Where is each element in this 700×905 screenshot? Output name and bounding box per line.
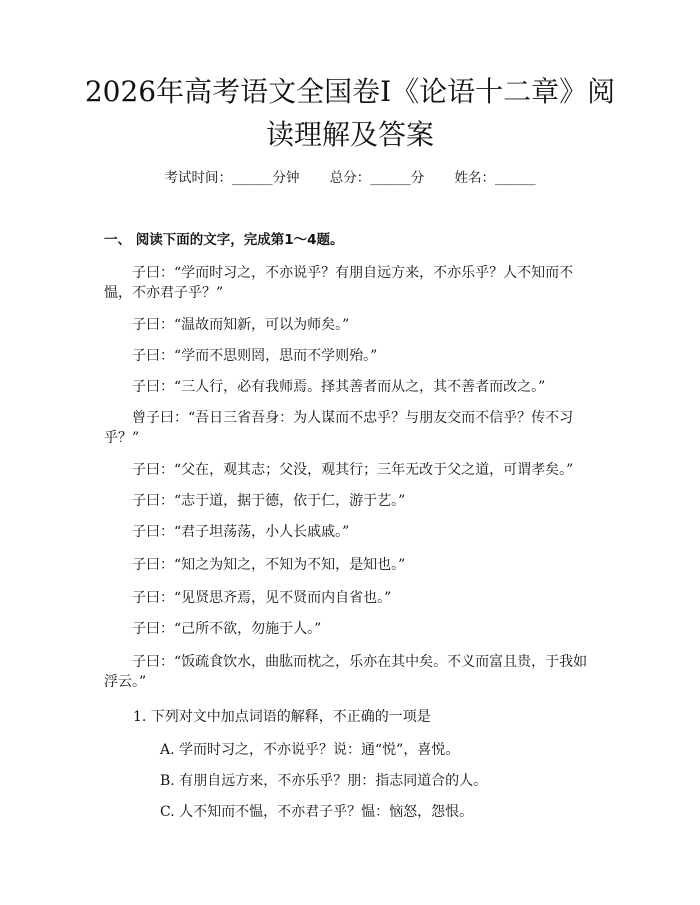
document-title-line1: 2026年高考语文全国卷Ⅰ《论语十二章》阅 [84, 75, 616, 108]
passage-paragraph: 子曰：“饭疏食饮水，曲肱而枕之，乐亦在其中矣。不义而富且贵，于我如浮云。” [104, 654, 588, 690]
section-heading: 一、 阅读下面的文字，完成第1～4题。 [104, 232, 344, 248]
passage-paragraph: 子曰：“君子坦荡荡，小人长戚戚。” [132, 524, 350, 540]
exam-time-field: 考试时间：______分钟 [164, 170, 300, 186]
passage-paragraph: 子曰：“见贤思齐焉，见不贤而内自省也。” [132, 590, 392, 606]
question-option-a: A. 学而时习之，不亦说乎？说：通“悦”，喜悦。 [160, 742, 460, 758]
question-stem: 1. 下列对文中加点词语的解释，不正确的一项是 [133, 709, 431, 725]
passage-paragraph: 子曰：“三人行，必有我师焉。择其善者而从之，其不善者而改之。” [132, 379, 546, 395]
document-title-line2: 读理解及答案 [265, 118, 434, 151]
passage-paragraph: 子曰：“温故而知新，可以为师矣。” [132, 317, 350, 333]
question-option-c: C. 人不知而不愠，不亦君子乎？愠：恼怒，怨恨。 [160, 804, 474, 820]
total-score-field: 总分：______分 [329, 170, 425, 186]
passage-paragraph: 子曰：“学而时习之，不亦说乎？有朋自远方来，不亦乐乎？人不知而不愠，不亦君子乎？” [104, 265, 574, 301]
passage-paragraph: 子曰：“学而不思则罔，思而不学则殆。” [132, 348, 378, 364]
question-option-b: B. 有朋自远方来，不亦乐乎？朋：指志同道合的人。 [160, 773, 488, 789]
exam-meta [0, 168, 700, 188]
passage-paragraph: 子曰：“父在，观其志；父没，观其行；三年无改于父之道，可谓孝矣。” [132, 462, 574, 478]
passage-paragraph: 子曰：“己所不欲，勿施于人。” [132, 621, 322, 637]
passage-paragraph: 子曰：“知之为知之，不知为不知，是知也。” [132, 557, 406, 573]
student-name-field: 姓名：______ [454, 170, 536, 186]
passage-paragraph: 曾子曰：“吾日三省吾身：为人谋而不忠乎？与朋友交而不信乎？传不习乎？” [104, 410, 574, 446]
passage-paragraph: 子曰：“志于道，据于德，依于仁，游于艺。” [132, 493, 406, 509]
